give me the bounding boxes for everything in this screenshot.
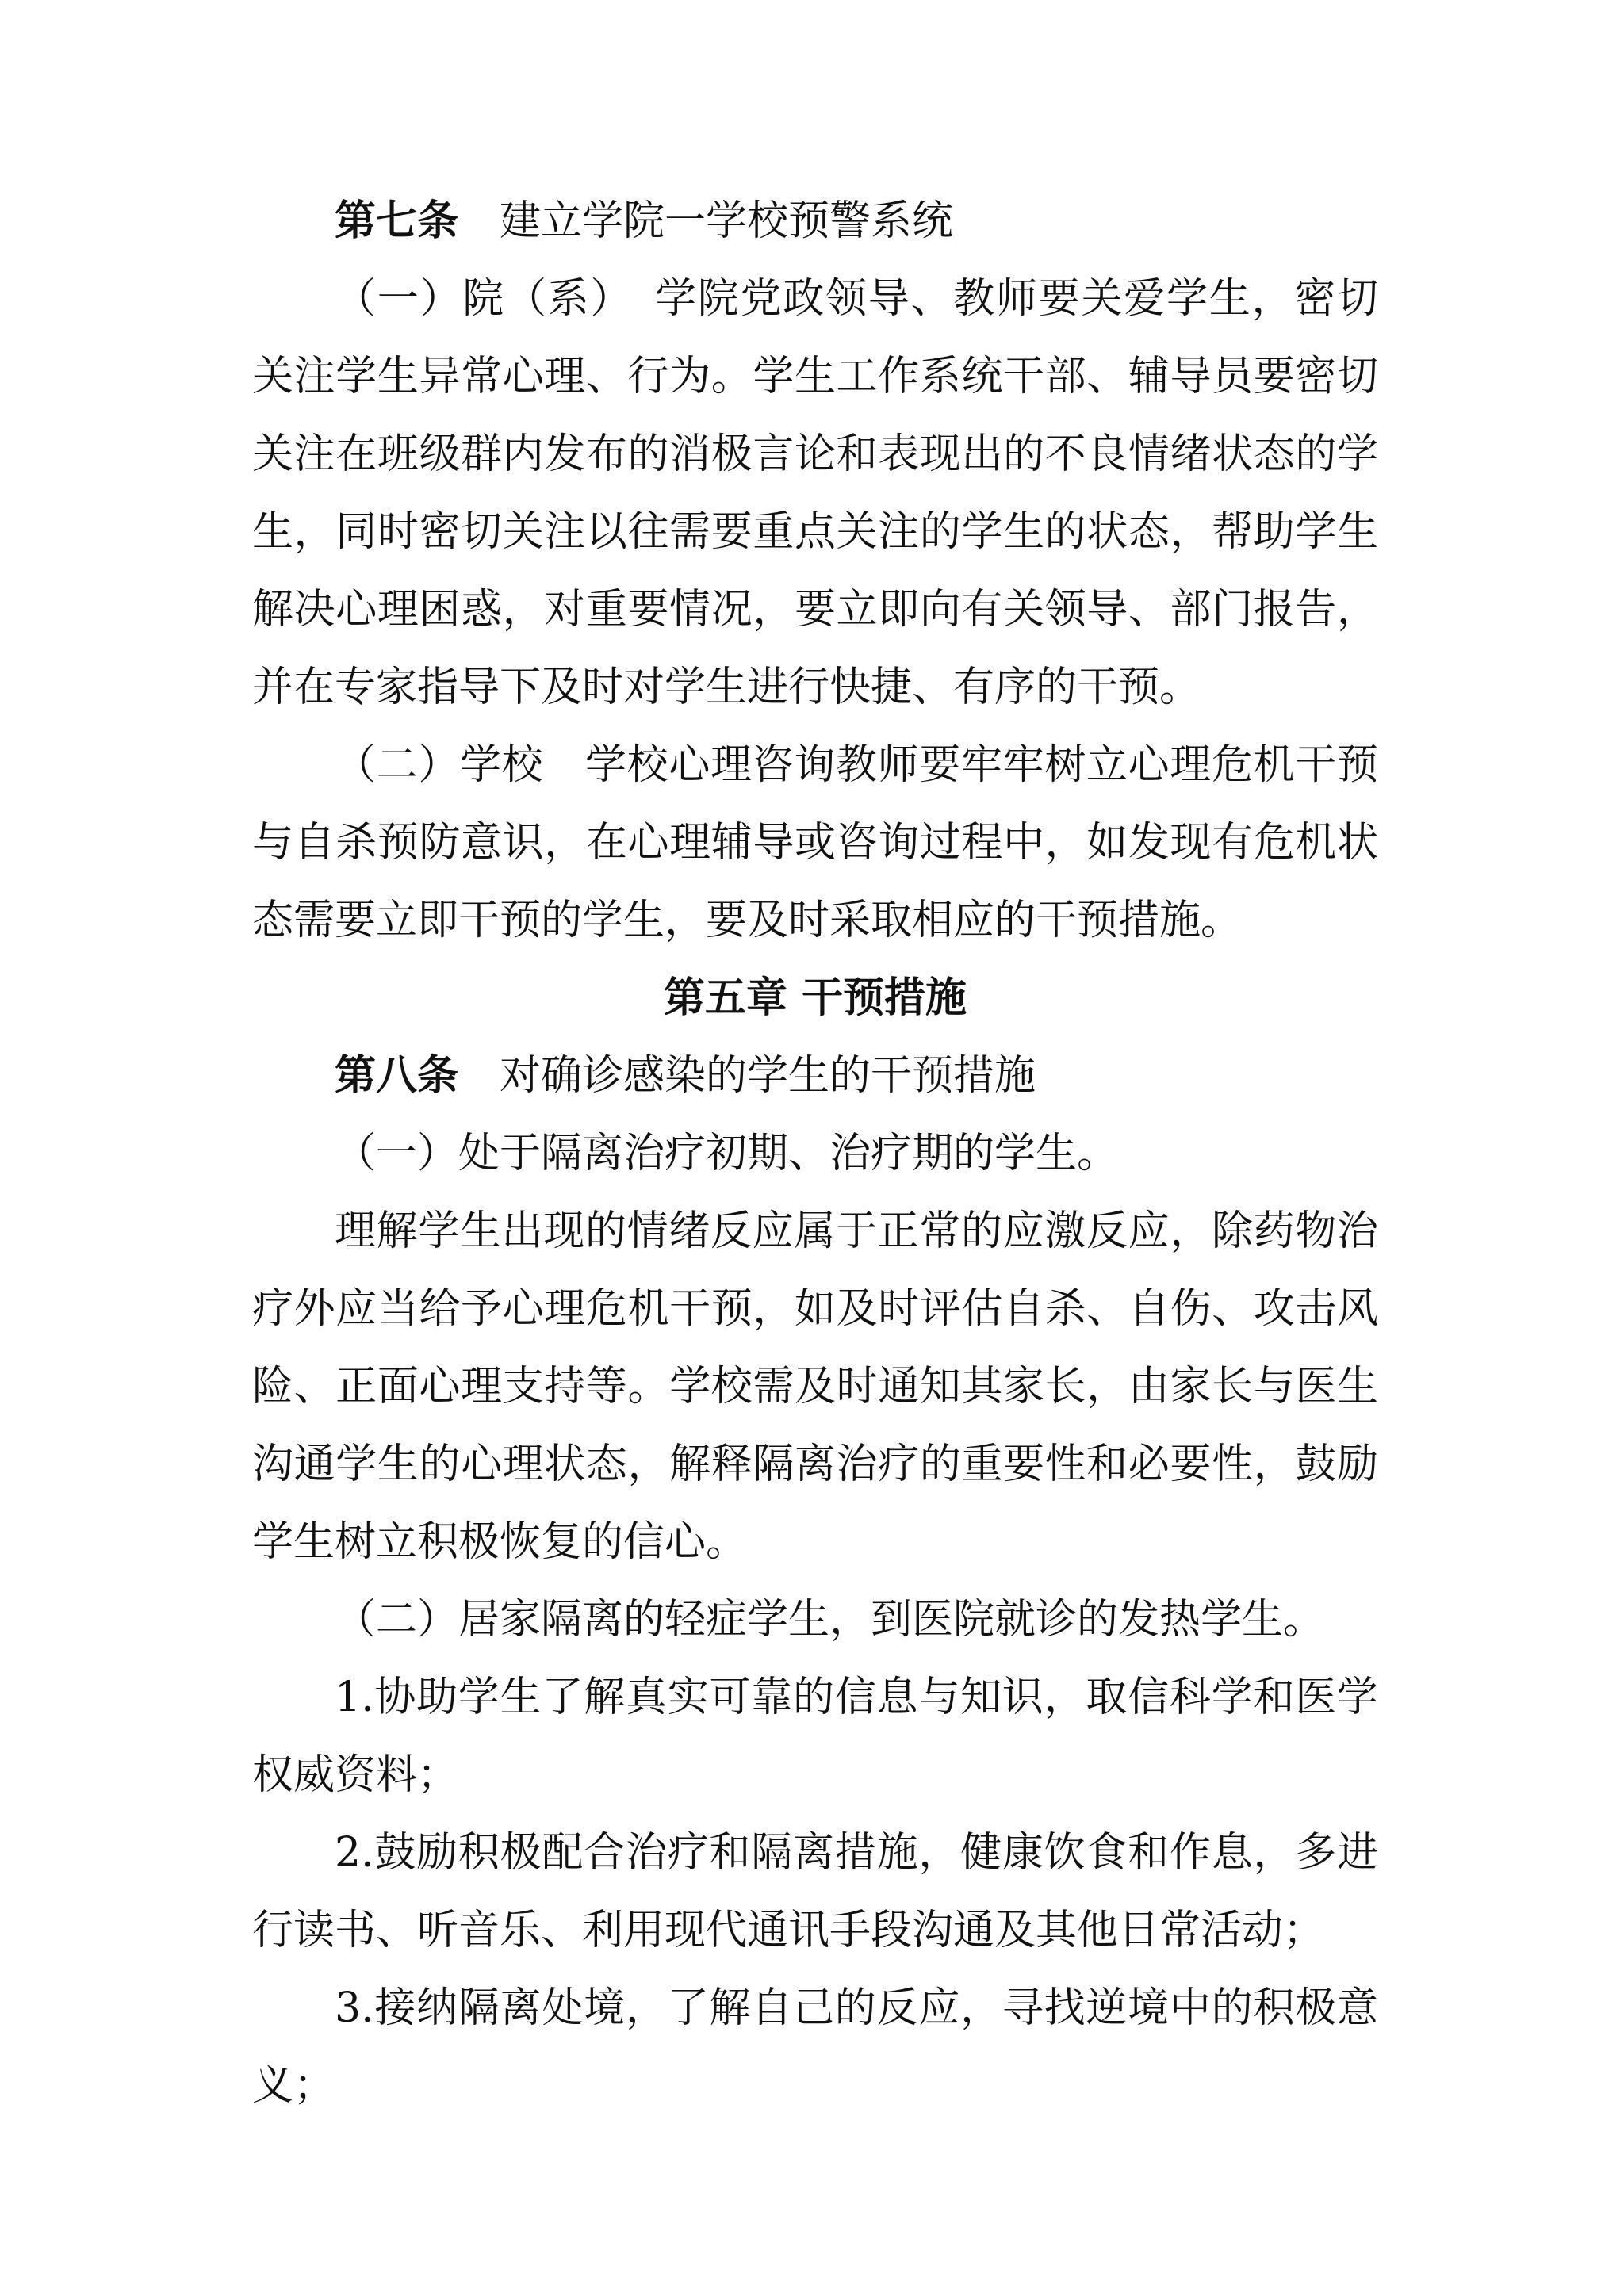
document-page	[252, 182, 1378, 2125]
list-item-2: 2.鼓励积极配合治疗和隔离措施，健康饮食和作息，多进行读书、听音乐、利用现代通讯手段沟通及其他日常活动；	[252, 1829, 1378, 1954]
article-7-paragraph-2	[252, 726, 1378, 959]
article-8-label: 第八条	[335, 1051, 459, 1100]
paragraph-text: 学院党政领导、教师要关爱学生，密切关注学生异常心理、行为。学生工作系统干部、辅导员要密切关注在班级群内发布的消极言论和表现出的不良情绪状态的学生，同时密切关注以往需要重点关注的学生的状态，帮助学生解决心理困惑，对重要情况，要立即向有关领导、部门报告，并在专家指导下及时对学生进行快捷、有序的干预。	[252, 275, 1378, 711]
chapter-5-title: 第五章 干预措施	[663, 974, 967, 1022]
article-7-label: 第七条	[335, 197, 459, 245]
article-8-section-2: （二）居家隔离的轻症学生，到医院就诊的发热学生。	[335, 1596, 1325, 1644]
article-8-title: 对确诊感染的学生的干预措施	[500, 1052, 1036, 1100]
list-item-1: 1.协助学生了解真实可靠的信息与知识，取信科学和医学权威资料；	[252, 1674, 1378, 1799]
article-8-section-1: （一）处于隔离治疗初期、治疗期的学生。	[335, 1130, 1119, 1177]
article-8-section-1-body: 理解学生出现的情绪反应属于正常的应激反应，除药物治疗外应当给予心理危机干预，如及时评估自杀、自伤、攻击风险、正面心理支持等。学校需及时通知其家长，由家长与医生沟通学生的心理状态，解释隔离治疗的重要性和必要性，鼓励学生树立积极恢复的信心。	[252, 1207, 1378, 1566]
article-7-title: 建立学院一学校预警系统	[500, 197, 954, 245]
paragraph-lead: （二）学校	[335, 741, 544, 789]
list-item-3: 3.接纳隔离处境，了解自己的反应，寻找逆境中的积极意义；	[252, 1984, 1378, 2110]
article-8-heading	[252, 1037, 1378, 1115]
paragraph-text: 学校心理咨询教师要牢牢树立心理危机干预与自杀预防意识，在心理辅导或咨询过程中，如发现有危机状态需要立即干预的学生，要及时采取相应的干预措施。	[252, 741, 1378, 944]
paragraph-lead: （一）院（系）	[335, 275, 634, 323]
article-7-paragraph-1	[252, 260, 1378, 726]
article-7-heading	[252, 182, 1378, 260]
